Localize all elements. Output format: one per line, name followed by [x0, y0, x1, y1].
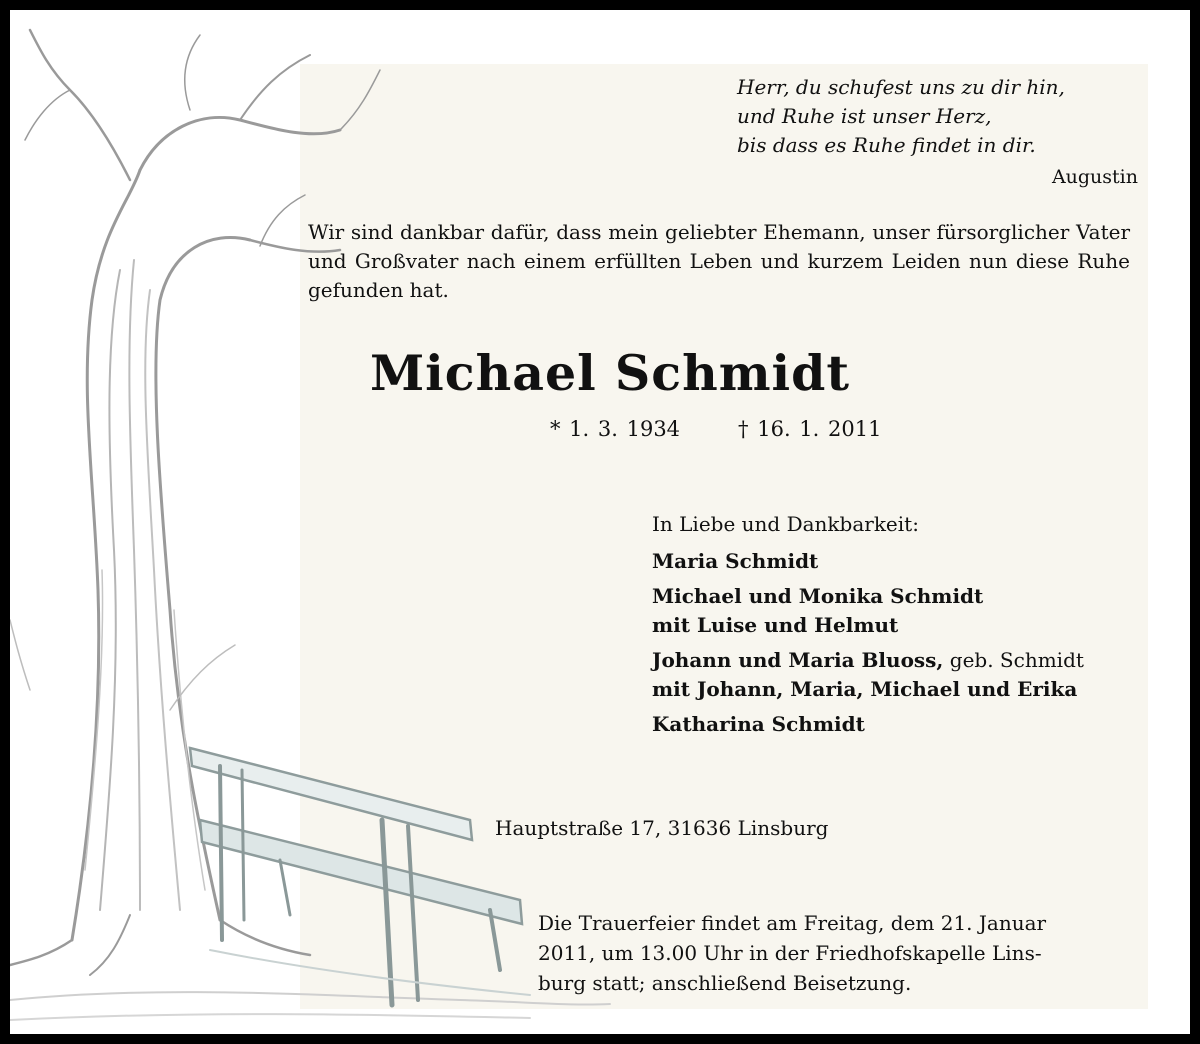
- mourner-entry: [652, 582, 1084, 640]
- mourner-children: mit Luise und Helmut: [652, 613, 899, 637]
- mourner-name: Michael und Monika Schmidt: [652, 584, 984, 608]
- verse-line: und Ruhe ist unser Herz,: [737, 104, 992, 128]
- tree-drawing: [10, 30, 610, 1020]
- maiden-name: geb. Schmidt: [949, 648, 1084, 672]
- birth-date: * 1. 3. 1934: [550, 417, 681, 441]
- verse-line: Herr, du schufest uns zu dir hin,: [737, 75, 1065, 99]
- bench-drawing: [190, 748, 530, 1005]
- mourner-name: Maria Schmidt: [652, 549, 819, 573]
- mourners-list: [652, 510, 1084, 745]
- intro-text: Wir sind dankbar dafür, dass mein geliebter Ehemann, unser fürsorglicher Vater und Großvater nach einem erfüllten Leben und kurzem Leiden nun diese Ruhe gefunden hat.: [308, 220, 1130, 302]
- mourner-entry: [652, 646, 1084, 704]
- address: Hauptstraße 17, 31636 Linsburg: [495, 816, 829, 840]
- deceased-name: Michael Schmidt: [369, 344, 851, 402]
- mourner-entry: [652, 710, 1084, 739]
- funeral-service-info: [538, 908, 1138, 998]
- mourner-name: Johann und Maria Bluoss,: [652, 648, 944, 672]
- mourner-name: Katharina Schmidt: [652, 712, 865, 736]
- mourner-children: mit Johann, Maria, Michael und Erika: [652, 677, 1078, 701]
- mourner-entry: [652, 547, 1084, 576]
- mourners-intro: In Liebe und Dankbarkeit:: [652, 512, 919, 536]
- service-line: Die Trauerfeier findet am Freitag, dem 21. Januar: [538, 911, 1047, 935]
- service-line: burg statt; anschließend Beisetzung.: [538, 971, 912, 995]
- life-dates: [550, 417, 881, 441]
- epigraph-verse: [737, 73, 1065, 160]
- verse-author: Augustin: [1051, 166, 1138, 188]
- verse-line: bis dass es Ruhe findet in dir.: [737, 133, 1036, 157]
- service-line: 2011, um 13.00 Uhr in der Friedhofskapelle Lins-: [538, 941, 1042, 965]
- death-date: † 16. 1. 2011: [738, 417, 882, 441]
